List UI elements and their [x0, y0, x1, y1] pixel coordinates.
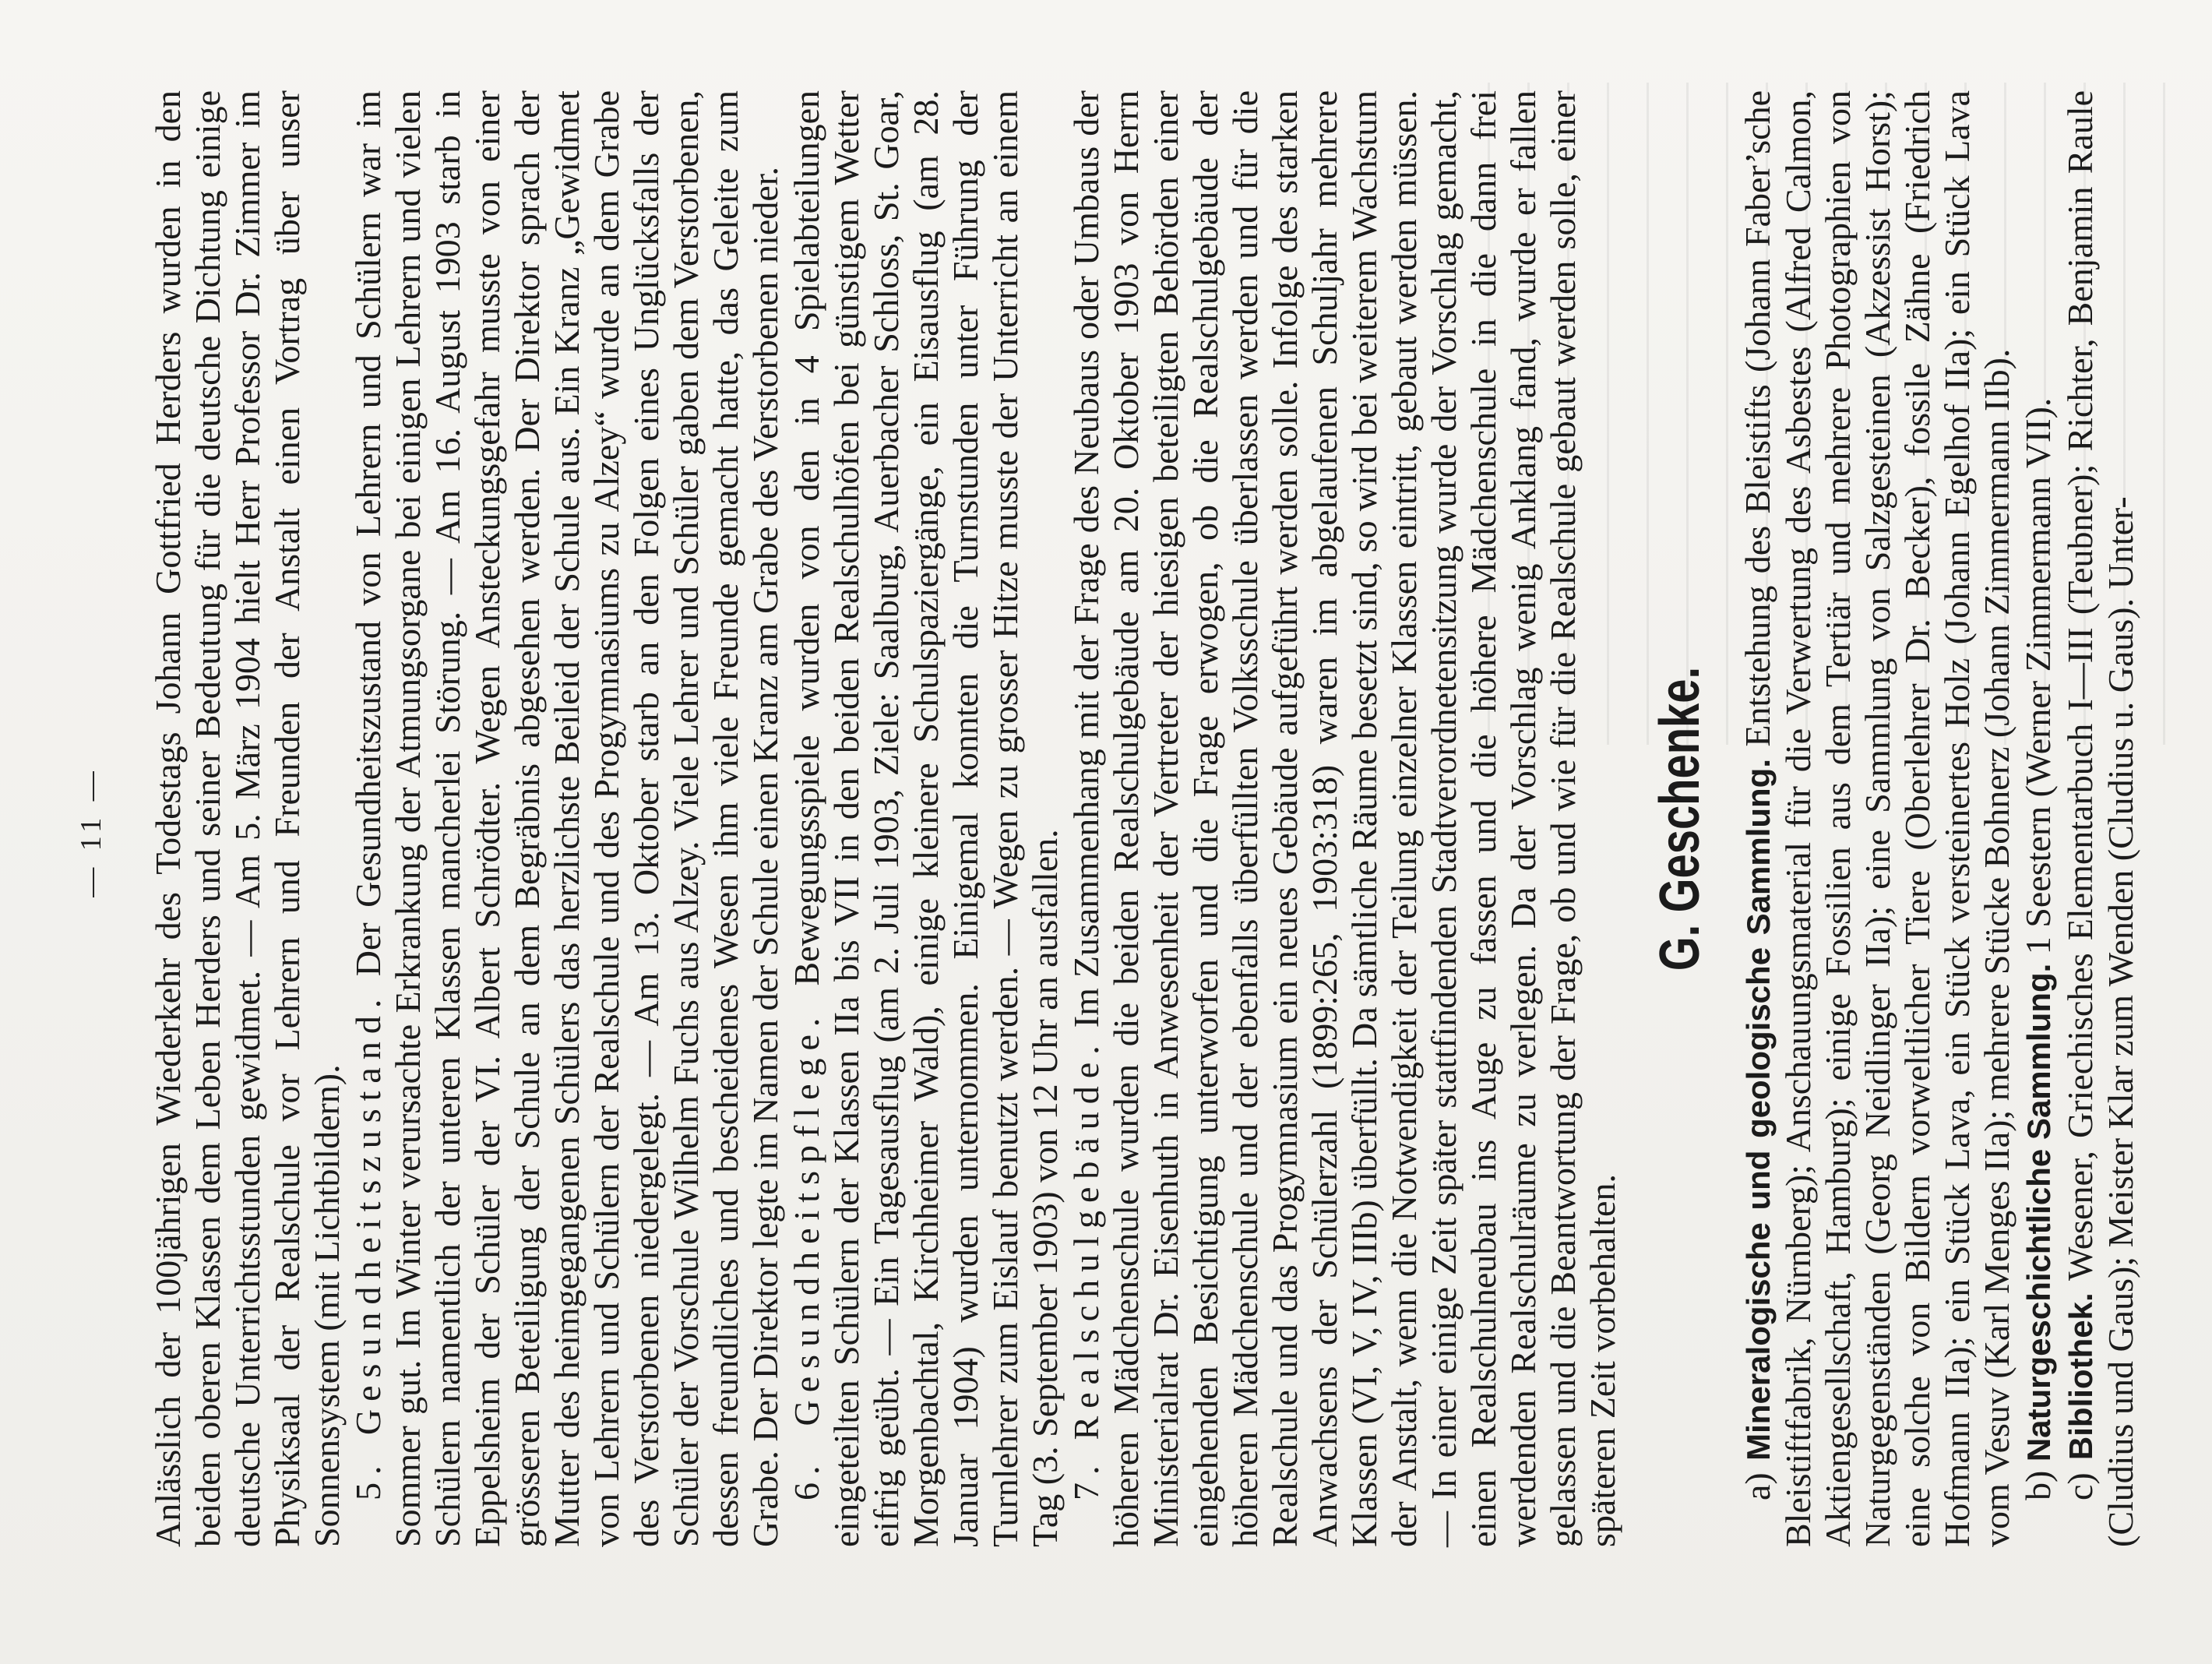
- section-5-paragraph: [348, 90, 785, 1547]
- section-6-lead: 6. Gesundheitspflege.: [787, 1010, 826, 1500]
- gift-b-title: Naturgeschichtliche Sammlung.: [2020, 963, 2057, 1462]
- section-5-body: Der Gesundheitszustand von Lehrern und Schülern war im Sommer gut. Im Winter verursachte Erkrankung der Atmungsorgane bei einigen Lehrern und vielen Schülern namentlich der unteren Klassen mancherlei Störung. — Am 16. August 1903 starb in Eppelsheim der Schüler der VI. Albert Schrödter. Wegen Ansteckungsgefahr musste von einer grösseren Beteiligung der Schule an dem Begräbnis abgesehen werden. Der Direktor sprach der Mutter des heimgegangenen Schülers das herzlichste Beileid der Schule aus. Ein Kranz „Gewidmet von Lehrern und Schülern der Realschule und des Progymnasiums zu Alzey“ wurde an dem Grabe des Verstorbenen niedergelegt. — Am 13. Oktober starb an den Folgen eines Unglücksfalls der Schüler der Vorschule Wilhelm Fuchs aus Alzey. Viele Lehrer und Schüler gaben dem Verstorbenen, dessen freundliches und bescheidenes Wesen ihm viele Freunde gemacht hatte, das Geleite zum Grabe. Der Direktor legte im Namen der Schule einen Kranz am Grabe des Verstorbenen nieder.: [348, 90, 785, 1547]
- gift-b-prefix: b): [2018, 1470, 2058, 1500]
- intro-paragraph: Anlässlich der 100jährigen Wiederkehr des Todestags Johann Gottfried Herders wurden in den beiden oberen Klassen dem Leben Herders und seiner Bedeutung für die deutsche Dichtung einige deutsche Unterrichtsstunden gewidmet. — Am 5. März 1904 hielt Herr Professor Dr. Zimmer im Physiksaal der Realschule vor Lehrern und Freunden der Anstalt einen Vortrag über unser Sonnensystem (mit Lichtbildern).: [148, 90, 347, 1547]
- gift-b-paragraph: [2018, 90, 2059, 1547]
- page-number: — 11 —: [75, 767, 107, 897]
- gift-a-title: Mineralogische und geologische Sammlung.: [1740, 759, 1777, 1461]
- gift-c-title: Bibliothek.: [2062, 1292, 2099, 1461]
- section-7-body: Im Zusammenhang mit der Frage des Neubaus oder Umbaus der höheren Mädchenschule wurden die beiden Realschulgebäude am 20. Oktober 1903 von Herrn Ministerialrat Dr. Eisenhuth in Anwesenheit der Vertreter der hiesigen beteiligten Behörden einer eingehenden Besichtigung unterworfen und die Frage erwogen, ob die Realschulgebäude der höheren Mädchenschule und der ebenfalls überfüllten Volksschule überlassen werden und für die Realschule und das Progymnasium ein neues Gebäude aufgeführt werden solle. Infolge des starken Anwachsens der Schülerzahl (1899:265, 1903:318) waren im abgelaufenen Schuljahr mehrere Klassen (VI, V, IV, IIIb) überfüllt. Da sämtliche Räume besetzt sind, so wird bei weiterem Wachstum der Anstalt, wenn die Notwendigkeit der Teilung einzelner Klassen eintritt, gebaut werden müssen. — In einer einige Zeit später stattfindenden Stadtverordnetensitzung wurde der Vorschlag gemacht, einen Realschulneubau ins Auge zu fassen und die höhere Mädchenschule in die dann frei werdenden Realschulräume zu verlegen. Da der Vorschlag wenig Anklang fand, wurde er fallen gelassen und die Beantwortung der Frage, ob und wie für die Realschule gebaut werden solle, einer späteren Zeit vorbehalten.: [1066, 90, 1622, 1547]
- section-5-lead: 5. Gesundheitszustand.: [348, 991, 388, 1500]
- section-7-paragraph: [1066, 90, 1622, 1547]
- gift-a-prefix: a): [1738, 1472, 1777, 1500]
- gift-c-body: Wesener, Griechisches Elementarbuch I—III (Teubner); Richter, Benjamin Raule (Cludius und Gaus); Meister Klar zum Wenden (Cludius u. Gaus). Unter-: [2060, 90, 2140, 1547]
- section-6-paragraph: [787, 90, 1065, 1547]
- section-6-body: Bewegungsspiele wurden von den in 4 Spielabteilungen eingeteilten Schülern der Klassen IIa bis VII in den beiden Realschulhöfen bei günstigem Wetter eifrig geübt. — Ein Tagesausflug (am 2. Juli 1903, Ziele: Saalburg, Auerbacher Schloss, St. Goar, Morgenbachtal, Kirchheimer Wald), einige kleinere Schulspaziergänge, ein Eisausflug (am 28. Januar 1904) wurden unternommen. Einigemal konnten die Turnstunden unter Führung der Turnlehrer zum Eislauf benutzt werden. — Wegen zu grosser Hitze musste der Unterricht an einem Tag (3. September 1903) von 12 Uhr an ausfallen.: [787, 90, 1065, 1547]
- gift-c-paragraph: [2060, 90, 2140, 1547]
- gift-c-prefix: c): [2060, 1472, 2100, 1500]
- gift-a-body: Entstehung des Bleistifts (Johann Faber’sche Bleistiftfabrik, Nürnberg); Anschauungsmaterial für die Verwertung des Asbestes (Alfred Calmon, Aktiengesellschaft, Hamburg); einige Fossilien aus dem Tertiär und mehrere Photographien von Naturgegenständen (Georg Neidlinger IIa); eine Sammlung von Salzgesteinen (Akzessist Horst); eine solche von Bildern vorweltlicher Tiere (Oberlehrer Dr. Becker), fossile Zähne (Friedrich Hofmann IIa); ein Stück Lava, ein Stück versteinertes Holz (Johann Egelhof IIa); ein Stück Lava vom Vesuv (Karl Menges IIa); mehrere Stücke Bohnerz (Johann Zimmermann IIb).: [1738, 90, 2017, 1547]
- page-body: [148, 90, 2140, 1547]
- gift-b-body: 1 Seestern (Werner Zimmermann VII).: [2018, 397, 2058, 955]
- section-heading-geschenke: G. Geschenke.: [1649, 666, 1711, 971]
- section-7-lead: 7. Realschulgebäude.: [1066, 1038, 1106, 1500]
- gift-a-paragraph: [1738, 90, 2017, 1547]
